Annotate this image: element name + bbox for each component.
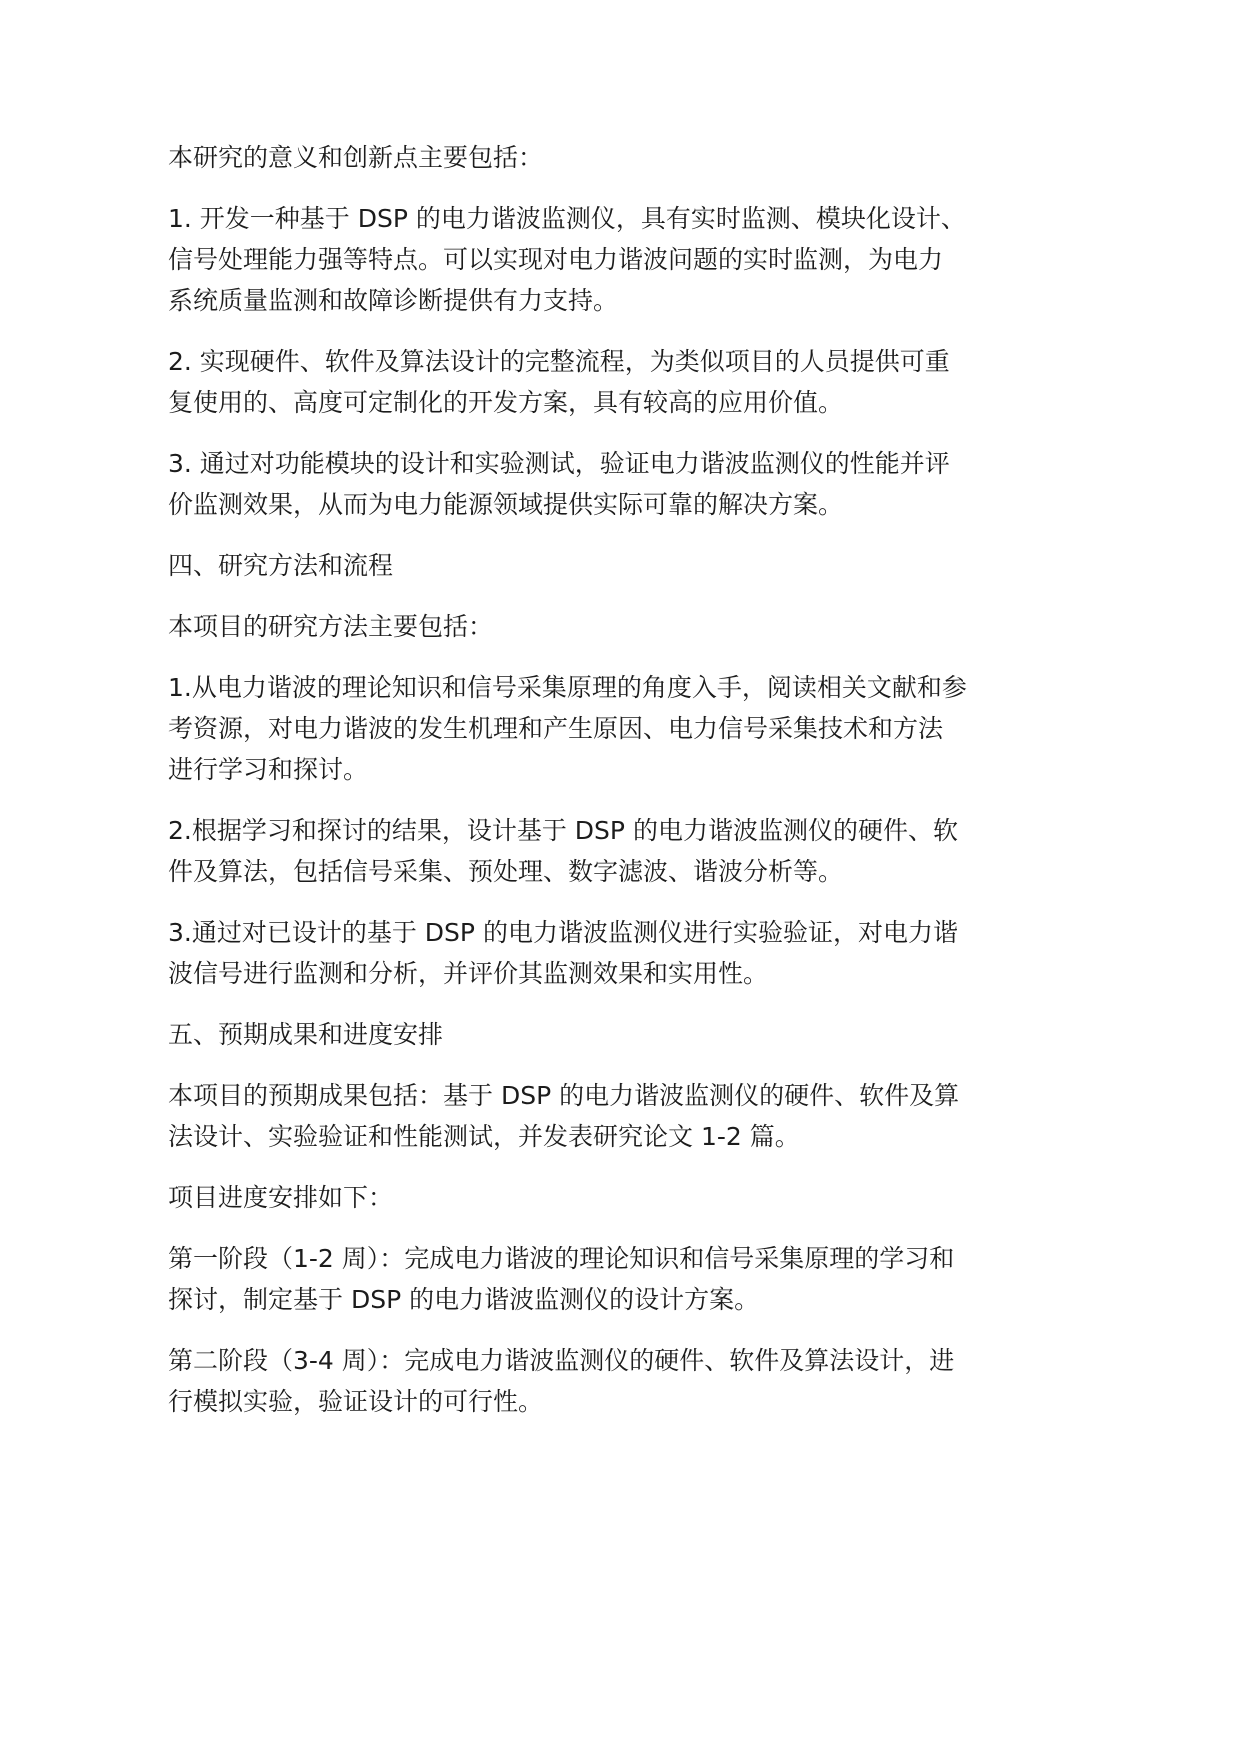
schedule-item-paragraph xyxy=(168,1340,1068,1422)
text-line: 本项目的研究方法主要包括： xyxy=(168,612,494,641)
intro-paragraph xyxy=(168,606,1068,647)
list-item-paragraph xyxy=(168,912,1068,994)
text-line: 信号处理能力强等特点。可以实现对电力谐波问题的实时监测，为电力 xyxy=(168,245,944,274)
text-line: 考资源，对电力谐波的发生机理和产生原因、电力信号采集技术和方法 xyxy=(168,714,944,743)
text-line: 3. 通过对功能模块的设计和实验测试，验证电力谐波监测仪的性能并评 xyxy=(168,449,950,478)
text-line: 行模拟实验，验证设计的可行性。 xyxy=(168,1387,544,1416)
text-line: 项目进度安排如下： xyxy=(168,1183,394,1212)
text-line: 波信号进行监测和分析，并评价其监测效果和实用性。 xyxy=(168,959,769,988)
text-line: 复使用的、高度可定制化的开发方案，具有较高的应用价值。 xyxy=(168,388,844,417)
list-item-paragraph xyxy=(168,810,1068,892)
text-line: 法设计、实验验证和性能测试，并发表研究论文 1-2 篇。 xyxy=(168,1122,800,1151)
text-line: 第二阶段（3-4 周）：完成电力谐波监测仪的硬件、软件及算法设计，进 xyxy=(168,1346,955,1375)
text-line: 进行学习和探讨。 xyxy=(168,755,369,784)
text-line: 2. 实现硬件、软件及算法设计的完整流程，为类似项目的人员提供可重 xyxy=(168,347,950,376)
list-item-paragraph xyxy=(168,198,1068,321)
section-heading xyxy=(168,1014,1068,1055)
body-paragraph xyxy=(168,1075,1068,1157)
schedule-item-paragraph xyxy=(168,1238,1068,1320)
text-line: 件及算法，包括信号采集、预处理、数字滤波、谐波分析等。 xyxy=(168,857,844,886)
intro-paragraph xyxy=(168,1177,1068,1218)
text-line: 五、预期成果和进度安排 xyxy=(168,1020,444,1049)
text-line: 四、研究方法和流程 xyxy=(168,551,394,580)
text-line: 价监测效果，从而为电力能源领域提供实际可靠的解决方案。 xyxy=(168,490,844,519)
list-item-paragraph xyxy=(168,443,1068,525)
text-line: 3.通过对已设计的基于 DSP 的电力谐波监测仪进行实验验证，对电力谐 xyxy=(168,918,958,947)
list-item-paragraph xyxy=(168,667,1068,790)
intro-paragraph xyxy=(168,137,1068,178)
section-heading xyxy=(168,545,1068,586)
text-line: 本研究的意义和创新点主要包括： xyxy=(168,143,544,172)
text-line: 探讨，制定基于 DSP 的电力谐波监测仪的设计方案。 xyxy=(168,1285,760,1314)
text-line: 系统质量监测和故障诊断提供有力支持。 xyxy=(168,286,619,315)
text-line: 1. 开发一种基于 DSP 的电力谐波监测仪，具有实时监测、模块化设计、 xyxy=(168,204,966,233)
list-item-paragraph xyxy=(168,341,1068,423)
text-line: 第一阶段（1-2 周）：完成电力谐波的理论知识和信号采集原理的学习和 xyxy=(168,1244,955,1273)
text-line: 2.根据学习和探讨的结果，设计基于 DSP 的电力谐波监测仪的硬件、软 xyxy=(168,816,958,845)
text-line: 本项目的预期成果包括：基于 DSP 的电力谐波监测仪的硬件、软件及算 xyxy=(168,1081,960,1110)
text-line: 1.从电力谐波的理论知识和信号采集原理的角度入手，阅读相关文献和参 xyxy=(168,673,967,702)
